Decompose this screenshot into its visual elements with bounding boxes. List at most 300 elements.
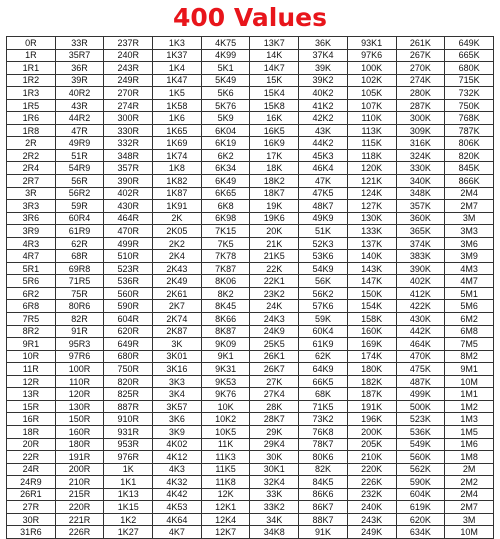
value-cell: 2M7 xyxy=(445,501,494,514)
value-cell: 1K4 xyxy=(153,62,202,75)
value-cell: 10R xyxy=(7,350,56,363)
value-cell: 40K2 xyxy=(299,87,348,100)
value-cell: 102K xyxy=(347,74,396,87)
value-cell: 422K xyxy=(396,300,445,313)
value-cell: 182K xyxy=(347,375,396,388)
value-cell: 2K61 xyxy=(153,287,202,300)
value-cell: 348K xyxy=(396,187,445,200)
table-row xyxy=(7,476,494,489)
value-cell: 2K05 xyxy=(153,225,202,238)
value-cell: 332R xyxy=(104,137,153,150)
value-cell: 649R xyxy=(104,338,153,351)
value-cell: 27R xyxy=(7,501,56,514)
value-cell: 562K xyxy=(396,463,445,476)
value-cell: 412K xyxy=(396,287,445,300)
value-cell: 121K xyxy=(347,175,396,188)
table-row xyxy=(7,388,494,401)
value-cell: 383K xyxy=(396,250,445,263)
value-cell: 210R xyxy=(55,476,104,489)
value-cell: 5K1 xyxy=(201,62,250,75)
value-cell: 18K7 xyxy=(250,187,299,200)
table-row xyxy=(7,99,494,112)
value-cell: 75R xyxy=(55,287,104,300)
value-cell: 3K01 xyxy=(153,350,202,363)
value-cell: 43K xyxy=(299,124,348,137)
value-cell: 4K64 xyxy=(153,513,202,526)
value-cell: 243R xyxy=(104,62,153,75)
value-cell: 1M6 xyxy=(445,438,494,451)
value-cell: 2K87 xyxy=(153,325,202,338)
value-cell: 12K7 xyxy=(201,526,250,539)
value-cell: 15R xyxy=(7,400,56,413)
value-cell: 1K74 xyxy=(153,149,202,162)
value-cell: 140K xyxy=(347,250,396,263)
value-cell: 160R xyxy=(55,425,104,438)
value-cell: 2K4 xyxy=(153,250,202,263)
value-cell: 274K xyxy=(396,74,445,87)
value-cell: 16K5 xyxy=(250,124,299,137)
table-row xyxy=(7,313,494,326)
value-cell: 680R xyxy=(104,350,153,363)
value-cell: 6K2 xyxy=(201,149,250,162)
value-cell: 180R xyxy=(55,438,104,451)
table-row xyxy=(7,287,494,300)
value-cell: 150R xyxy=(55,413,104,426)
value-cell: 300R xyxy=(104,112,153,125)
value-cell: 806K xyxy=(445,137,494,150)
value-cell: 32K4 xyxy=(250,476,299,489)
table-row xyxy=(7,338,494,351)
table-row xyxy=(7,488,494,501)
table-row xyxy=(7,137,494,150)
value-cell: 19K xyxy=(250,200,299,213)
value-cell: 1K2 xyxy=(104,513,153,526)
value-cell: 1K47 xyxy=(153,74,202,87)
value-cell: 240K xyxy=(347,501,396,514)
value-cell: 2M4 xyxy=(445,488,494,501)
value-cell: 1K8 xyxy=(153,162,202,175)
value-cell: 536K xyxy=(396,425,445,438)
value-cell: 2K2 xyxy=(153,237,202,250)
value-cell: 78K7 xyxy=(299,438,348,451)
value-cell: 24K9 xyxy=(250,325,299,338)
value-cell: 34K8 xyxy=(250,526,299,539)
value-cell: 620R xyxy=(104,325,153,338)
value-cell: 953R xyxy=(104,438,153,451)
value-cell: 31R6 xyxy=(7,526,56,539)
value-cell: 1M1 xyxy=(445,388,494,401)
value-cell: 160K xyxy=(347,325,396,338)
value-cell: 402R xyxy=(104,187,153,200)
table-row xyxy=(7,275,494,288)
value-cell: 6K49 xyxy=(201,175,250,188)
value-cell: 2R4 xyxy=(7,162,56,175)
value-cell: 53K6 xyxy=(299,250,348,263)
value-cell: 56R2 xyxy=(55,187,104,200)
value-cell: 6M2 xyxy=(445,313,494,326)
value-cell: 1M5 xyxy=(445,425,494,438)
value-cell: 1R1 xyxy=(7,62,56,75)
value-cell: 2R2 xyxy=(7,149,56,162)
value-cell: 3R3 xyxy=(7,200,56,213)
value-cell: 0R xyxy=(7,37,56,50)
value-cell: 1R2 xyxy=(7,74,56,87)
value-cell: 71K5 xyxy=(299,400,348,413)
value-cell: 191R xyxy=(55,451,104,464)
value-cell: 5K76 xyxy=(201,99,250,112)
value-cell: 4M7 xyxy=(445,275,494,288)
value-cell: 68R xyxy=(55,250,104,263)
value-cell: 3K57 xyxy=(153,400,202,413)
value-cell: 750K xyxy=(445,99,494,112)
value-cell: 11K3 xyxy=(201,451,250,464)
value-cell: 200R xyxy=(55,463,104,476)
value-cell: 1K58 xyxy=(153,99,202,112)
value-cell: 48K7 xyxy=(299,200,348,213)
value-cell: 499K xyxy=(396,388,445,401)
value-cell: 11K5 xyxy=(201,463,250,476)
value-cell: 5M1 xyxy=(445,287,494,300)
value-cell: 330R xyxy=(104,124,153,137)
value-cell: 127K xyxy=(347,200,396,213)
value-cell: 560R xyxy=(104,287,153,300)
value-cell: 267K xyxy=(396,49,445,62)
value-cell: 6K65 xyxy=(201,187,250,200)
value-cell: 1R3 xyxy=(7,87,56,100)
value-cell: 97R6 xyxy=(55,350,104,363)
value-cell: 5R6 xyxy=(7,275,56,288)
table-row xyxy=(7,237,494,250)
value-cell: 120K xyxy=(347,162,396,175)
value-cell: 6K34 xyxy=(201,162,250,175)
value-cell: 150K xyxy=(347,287,396,300)
value-cell: 845K xyxy=(445,162,494,175)
value-cell: 8K66 xyxy=(201,313,250,326)
value-cell: 29K4 xyxy=(250,438,299,451)
value-cell: 1R8 xyxy=(7,124,56,137)
value-cell: 33R xyxy=(55,37,104,50)
value-cell: 80R6 xyxy=(55,300,104,313)
value-cell: 549K xyxy=(396,438,445,451)
value-cell: 249R xyxy=(104,74,153,87)
value-cell: 464R xyxy=(104,212,153,225)
value-cell: 20R xyxy=(7,438,56,451)
value-cell: 25K5 xyxy=(250,338,299,351)
value-cell: 3M xyxy=(445,212,494,225)
value-cell: 825R xyxy=(104,388,153,401)
table-row xyxy=(7,225,494,238)
value-cell: 619K xyxy=(396,501,445,514)
value-cell: 47K5 xyxy=(299,187,348,200)
value-cell: 910R xyxy=(104,413,153,426)
value-cell: 6K8 xyxy=(201,200,250,213)
value-cell: 86K7 xyxy=(299,501,348,514)
value-cell: 10K5 xyxy=(201,425,250,438)
value-cell: 3K xyxy=(153,338,202,351)
value-cell: 536R xyxy=(104,275,153,288)
value-cell: 105K xyxy=(347,87,396,100)
value-cell: 1K3 xyxy=(153,37,202,50)
value-cell: 523K xyxy=(396,413,445,426)
value-cell: 442K xyxy=(396,325,445,338)
value-cell: 100R xyxy=(55,363,104,376)
value-cell: 10M xyxy=(445,375,494,388)
value-cell: 6R2 xyxy=(7,287,56,300)
value-cell: 6K98 xyxy=(201,212,250,225)
value-cell: 4M3 xyxy=(445,262,494,275)
value-cell: 34K xyxy=(250,513,299,526)
value-cell: 36K xyxy=(299,37,348,50)
value-cell: 215R xyxy=(55,488,104,501)
value-cell: 45K3 xyxy=(299,149,348,162)
value-cell: 54K9 xyxy=(299,262,348,275)
table-row xyxy=(7,112,494,125)
value-cell: 280K xyxy=(396,87,445,100)
value-cell: 210K xyxy=(347,451,396,464)
resistor-values-table xyxy=(6,36,494,539)
value-cell: 73K2 xyxy=(299,413,348,426)
table-row xyxy=(7,425,494,438)
value-cell: 9M1 xyxy=(445,363,494,376)
value-cell: 1K65 xyxy=(153,124,202,137)
value-cell: 28K xyxy=(250,400,299,413)
value-cell: 1K27 xyxy=(104,526,153,539)
value-cell: 7M5 xyxy=(445,338,494,351)
value-cell: 3K16 xyxy=(153,363,202,376)
table-row xyxy=(7,212,494,225)
value-cell: 1K69 xyxy=(153,137,202,150)
value-cell: 5K9 xyxy=(201,112,250,125)
value-cell: 107K xyxy=(347,99,396,112)
table-row xyxy=(7,325,494,338)
value-cell: 1K5 xyxy=(153,87,202,100)
value-cell: 130K xyxy=(347,212,396,225)
value-cell: 348R xyxy=(104,149,153,162)
value-cell: 44K2 xyxy=(299,137,348,150)
value-cell: 27K4 xyxy=(250,388,299,401)
value-cell: 470R xyxy=(104,225,153,238)
value-cell: 2M2 xyxy=(445,476,494,489)
value-cell: 5K49 xyxy=(201,74,250,87)
value-cell: 8M2 xyxy=(445,350,494,363)
value-cell: 523R xyxy=(104,262,153,275)
value-cell: 12K1 xyxy=(201,501,250,514)
value-cell: 24K xyxy=(250,300,299,313)
value-cell: 39K xyxy=(299,62,348,75)
value-cell: 97K6 xyxy=(347,49,396,62)
value-cell: 61R9 xyxy=(55,225,104,238)
value-cell: 66K5 xyxy=(299,375,348,388)
value-cell: 590R xyxy=(104,300,153,313)
value-cell: 4K12 xyxy=(153,451,202,464)
value-cell: 196K xyxy=(347,413,396,426)
value-cell: 365K xyxy=(396,225,445,238)
value-cell: 1K xyxy=(104,463,153,476)
value-cell: 976R xyxy=(104,451,153,464)
value-cell: 3R6 xyxy=(7,212,56,225)
value-cell: 56K2 xyxy=(299,287,348,300)
value-cell: 9R1 xyxy=(7,338,56,351)
value-cell: 330K xyxy=(396,162,445,175)
value-cell: 4K7 xyxy=(153,526,202,539)
value-cell: 270K xyxy=(396,62,445,75)
table-row xyxy=(7,200,494,213)
value-cell: 4K99 xyxy=(201,49,250,62)
page-title: 400 Values xyxy=(173,3,327,32)
value-cell: 232K xyxy=(347,488,396,501)
value-cell: 46K4 xyxy=(299,162,348,175)
value-cell: 1K6 xyxy=(153,112,202,125)
value-cell: 133K xyxy=(347,225,396,238)
table-row xyxy=(7,149,494,162)
value-cell: 3M9 xyxy=(445,250,494,263)
value-cell: 26K7 xyxy=(250,363,299,376)
value-cell: 4K53 xyxy=(153,501,202,514)
value-cell: 47R xyxy=(55,124,104,137)
value-cell: 11R xyxy=(7,363,56,376)
value-cell: 49R9 xyxy=(55,137,104,150)
value-cell: 36R xyxy=(55,62,104,75)
value-cell: 64K9 xyxy=(299,363,348,376)
value-cell: 35R7 xyxy=(55,49,104,62)
value-cell: 20K xyxy=(250,225,299,238)
value-cell: 86K6 xyxy=(299,488,348,501)
value-cell: 28K7 xyxy=(250,413,299,426)
value-cell: 9K09 xyxy=(201,338,250,351)
value-cell: 2R7 xyxy=(7,175,56,188)
value-cell: 2K7 xyxy=(153,300,202,313)
value-cell: 2K49 xyxy=(153,275,202,288)
value-cell: 143K xyxy=(347,262,396,275)
value-cell: 3K4 xyxy=(153,388,202,401)
value-cell: 226K xyxy=(347,476,396,489)
value-cell: 487K xyxy=(396,375,445,388)
value-cell: 44R2 xyxy=(55,112,104,125)
value-cell: 18R xyxy=(7,425,56,438)
value-cell: 26K1 xyxy=(250,350,299,363)
value-cell: 7K5 xyxy=(201,237,250,250)
value-cell: 80K6 xyxy=(299,451,348,464)
value-cell: 430K xyxy=(396,313,445,326)
value-cell: 274R xyxy=(104,99,153,112)
value-cell: 26R1 xyxy=(7,488,56,501)
value-cell: 180K xyxy=(347,363,396,376)
value-cell: 88K7 xyxy=(299,513,348,526)
value-cell: 4R3 xyxy=(7,237,56,250)
value-cell: 500K xyxy=(396,400,445,413)
value-cell: 590K xyxy=(396,476,445,489)
value-cell: 1M2 xyxy=(445,400,494,413)
value-cell: 9K1 xyxy=(201,350,250,363)
value-cell: 931R xyxy=(104,425,153,438)
value-cell: 820R xyxy=(104,375,153,388)
value-cell: 22K1 xyxy=(250,275,299,288)
value-cell: 4K75 xyxy=(201,37,250,50)
value-cell: 2M7 xyxy=(445,200,494,213)
value-cell: 16K9 xyxy=(250,137,299,150)
value-cell: 237R xyxy=(104,37,153,50)
value-cell: 22R xyxy=(7,451,56,464)
value-cell: 475K xyxy=(396,363,445,376)
value-cell: 11K xyxy=(201,438,250,451)
value-cell: 1M3 xyxy=(445,413,494,426)
value-cell: 680K xyxy=(445,62,494,75)
value-cell: 110R xyxy=(55,375,104,388)
value-cell: 113K xyxy=(347,124,396,137)
value-cell: 51R xyxy=(55,149,104,162)
value-cell: 187K xyxy=(347,388,396,401)
value-cell: 715K xyxy=(445,74,494,87)
table-row xyxy=(7,513,494,526)
value-cell: 18K2 xyxy=(250,175,299,188)
value-cell: 54R9 xyxy=(55,162,104,175)
value-cell: 18K xyxy=(250,162,299,175)
table-row xyxy=(7,124,494,137)
value-cell: 95R3 xyxy=(55,338,104,351)
value-cell: 43R xyxy=(55,99,104,112)
value-cell: 8R2 xyxy=(7,325,56,338)
value-cell: 243K xyxy=(347,513,396,526)
value-cell: 3M3 xyxy=(445,225,494,238)
value-cell: 82R xyxy=(55,313,104,326)
value-cell: 1K13 xyxy=(104,488,153,501)
value-cell: 4K32 xyxy=(153,476,202,489)
table-row xyxy=(7,74,494,87)
value-cell: 10M xyxy=(445,526,494,539)
value-cell: 118K xyxy=(347,149,396,162)
value-cell: 8K87 xyxy=(201,325,250,338)
value-cell: 51K xyxy=(299,225,348,238)
value-cell: 2M4 xyxy=(445,187,494,200)
value-cell: 270R xyxy=(104,87,153,100)
value-cell: 2K43 xyxy=(153,262,202,275)
value-cell: 21K5 xyxy=(250,250,299,263)
value-cell: 24K3 xyxy=(250,313,299,326)
value-cell: 8K45 xyxy=(201,300,250,313)
value-cell: 60R4 xyxy=(55,212,104,225)
value-cell: 6K04 xyxy=(201,124,250,137)
value-cell: 4K3 xyxy=(153,463,202,476)
value-cell: 340K xyxy=(396,175,445,188)
value-cell: 15K xyxy=(250,74,299,87)
value-cell: 56R xyxy=(55,175,104,188)
value-cell: 3K6 xyxy=(153,413,202,426)
table-row xyxy=(7,350,494,363)
table-row xyxy=(7,501,494,514)
value-cell: 604K xyxy=(396,488,445,501)
value-cell: 33K2 xyxy=(250,501,299,514)
value-cell: 13R xyxy=(7,388,56,401)
value-cell: 374K xyxy=(396,237,445,250)
value-cell: 4K02 xyxy=(153,438,202,451)
value-cell: 5K6 xyxy=(201,87,250,100)
value-cell: 1K37 xyxy=(153,49,202,62)
table-row xyxy=(7,400,494,413)
value-cell: 91R xyxy=(55,325,104,338)
value-cell: 21K xyxy=(250,237,299,250)
value-cell: 110K xyxy=(347,112,396,125)
table-row xyxy=(7,62,494,75)
value-cell: 8K2 xyxy=(201,287,250,300)
value-cell: 2K xyxy=(153,212,202,225)
table-row xyxy=(7,413,494,426)
value-cell: 665K xyxy=(445,49,494,62)
value-cell: 76K8 xyxy=(299,425,348,438)
value-cell: 62R xyxy=(55,237,104,250)
value-cell: 13K7 xyxy=(250,37,299,50)
value-cell: 499R xyxy=(104,237,153,250)
value-cell: 221R xyxy=(55,513,104,526)
